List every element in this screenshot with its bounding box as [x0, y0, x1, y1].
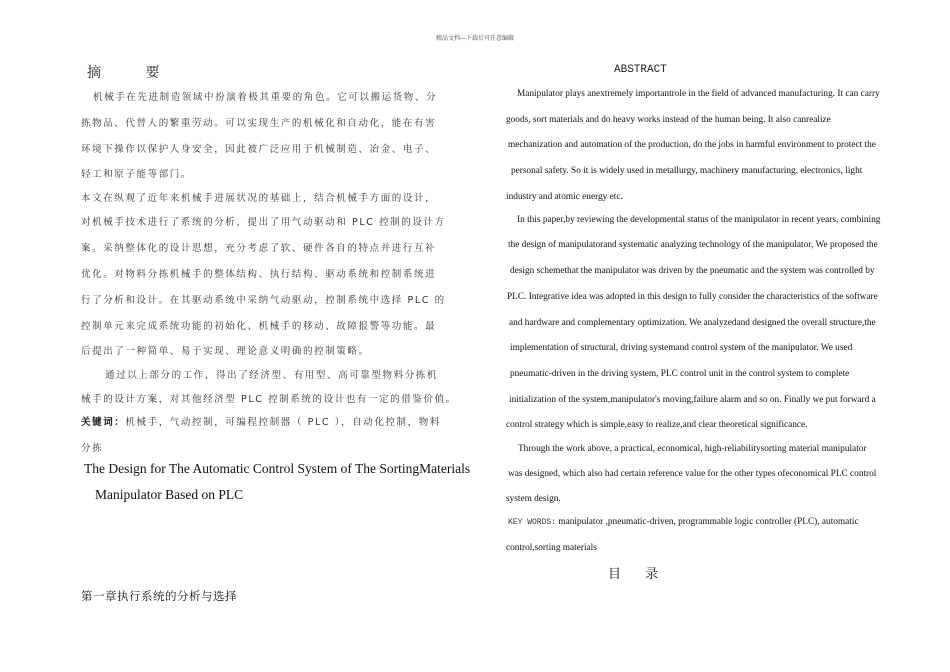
en-abstract-line: control strategy which is simple,easy to realize,and clear theoretical significance.: [506, 420, 808, 430]
en-abstract-line: the design of manipulatorand systematic analyzing technology of the manipulator, We proposed the: [508, 240, 878, 250]
cn-abstract-line: 控制单元来完成系统功能的初始化、机械手的移动、故障报警等功能。最: [81, 321, 437, 332]
chapter-1-title: 第一章执行系统的分析与选择: [81, 589, 237, 603]
cn-abstract-line: 案。采纳整体化的设计思想，充分考虑了软、硬件各自的特点并进行互补: [81, 243, 437, 254]
en-abstract-line: industry and atomic energy etc.: [506, 192, 623, 202]
cn-abstract-line: 优化。对物料分拣机械手的整体结构、执行结构、驱动系统和控制系统进: [81, 269, 437, 280]
cn-abstract-line: 环境下操作以保护人身安全，因此被广泛应用于机械制造、冶金、电子、: [81, 144, 437, 155]
cn-abstract-line: 械手的设计方案，对其他经济型 PLC 控制系统的设计也有一定的借鉴价值。: [81, 394, 457, 405]
cn-keywords: [81, 414, 441, 428]
cn-abstract-line: 拣物品、代替人的繁重劳动。可以实现生产的机械化和自动化，能在有害: [81, 118, 437, 129]
en-abstract-line: goods, sort materials and do heavy works instead of the human being. It also canrealize: [506, 115, 831, 125]
en-abstract-line: personal safety. So it is widely used in metallurgy, machinery manufacturing, electronics, light: [511, 166, 863, 176]
cn-keywords-text: 机械手，气动控制，可编程控制器（ PLC ），自动化控制，物料: [125, 417, 441, 428]
cn-abstract-title: 摘 要: [87, 65, 180, 81]
cn-abstract-line: 行了分析和设计。在其驱动系统中采纳气动驱动，控制系统中选择 PLC 的: [81, 295, 446, 306]
cn-abstract-line: 通过以上部分的工作，得出了经济型、有用型、高可靠型物料分拣机: [105, 370, 439, 381]
en-abstract-line: was designed, which also had certain reference value for the other types ofeconomical PLC control: [508, 469, 877, 479]
en-abstract-line: Through the work above, a practical, economical, high-reliabilitysorting material manipulator: [518, 444, 867, 454]
en-keywords: [508, 517, 859, 527]
en-abstract-title: ABSTRACT: [614, 64, 667, 76]
en-abstract-line: design schemethat the manipulator was driven by the pneumatic and the system was controlled by: [510, 266, 875, 276]
en-keywords-label: KEY WORDS:: [508, 518, 557, 527]
english-title-line2: Manipulator Based on PLC: [95, 487, 244, 502]
cn-abstract-line: 机械手在先进制造领域中扮演着极其重要的角色。它可以搬运货物、分: [93, 92, 438, 103]
en-abstract-line: initialization of the system,manipulator's moving,failure alarm and so on. Finally we put forward a: [509, 395, 876, 405]
en-abstract-line: PLC. Integrative idea was adopted in this design to fully consider the characteristics of the software: [507, 292, 878, 302]
page-header-note: 精品文档---下载后可任意编辑: [436, 36, 514, 42]
en-abstract-line: In this paper,by reviewing the developmental status of the manipulator in recent years, combining: [517, 215, 881, 225]
en-abstract-line: system design.: [506, 494, 561, 504]
cn-abstract-line: 对机械手技术进行了系统的分析，提出了用气动驱动和 PLC 控制的设计方: [81, 217, 446, 228]
en-abstract-line: Manipulator plays anextremely importantrole in the field of advanced manufacturing. It can carry: [517, 89, 880, 99]
en-keywords-continued: control,sorting materials: [506, 543, 597, 553]
en-abstract-line: mechanization and automation of the production, do the jobs in harmful environment to protect the: [508, 140, 876, 150]
en-abstract-line: pneumatic-driven in the driving system, PLC control unit in the control system to complete: [510, 369, 850, 379]
cn-abstract-line: 轻工和原子能等部门。: [81, 169, 193, 180]
en-abstract-line: and hardware and complementary optimization. We analyzedand designed the overall structure,the: [509, 318, 876, 328]
toc-title: 目 录: [608, 567, 669, 582]
english-title-line1: The Design for The Automatic Control System of The SortingMaterials: [84, 461, 471, 476]
cn-keywords-continued: 分拣: [81, 443, 104, 454]
en-abstract-line: implementation of structural, driving systemand control system of the manipulator. We used: [510, 343, 853, 353]
cn-keywords-label: 关键词：: [81, 417, 126, 428]
cn-abstract-line: 本文在纵观了近年来机械手进展状况的基础上，结合机械手方面的设计，: [81, 193, 437, 204]
cn-abstract-line: 后提出了一种简单、易于实现、理论意义明确的控制策略。: [81, 346, 370, 357]
en-keywords-text: manipulator ,pneumatic-driven, programmable logic controller (PLC), automatic: [556, 517, 859, 527]
